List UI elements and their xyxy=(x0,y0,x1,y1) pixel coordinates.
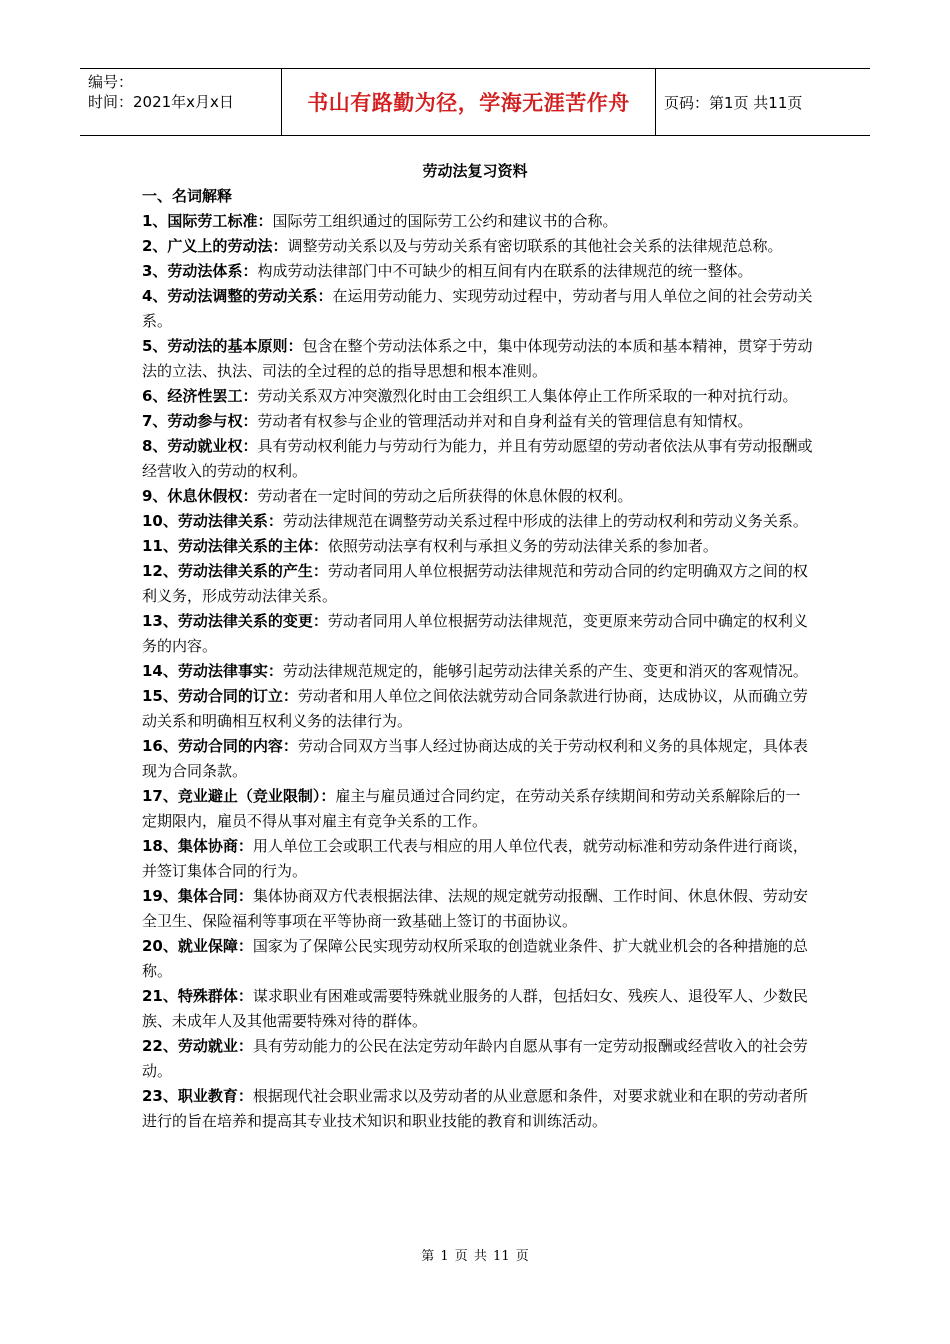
glossary-term: 20、就业保障： xyxy=(142,937,253,955)
glossary-definition: 雇主与雇员通过合同约定，在劳动关系存续期间和劳动关系解除后的一定期限内，雇员不得从事对雇主有竞争关系的工作。 xyxy=(142,787,801,830)
glossary-definition: 劳动合同双方当事人经过协商达成的关于劳动权利和义务的具体规定，具体表现为合同条款。 xyxy=(142,737,808,780)
glossary-entry xyxy=(142,684,814,734)
glossary-entry xyxy=(142,209,814,234)
glossary-definition: 劳动者同用人单位根据劳动法律规范和劳动合同的约定明确双方之间的权利义务，形成劳动法律关系。 xyxy=(142,562,808,605)
glossary-entry xyxy=(142,659,814,684)
glossary-definition: 劳动者和用人单位之间依法就劳动合同条款进行协商，达成协议，从而确立劳动关系和明确相互权利义务的法律行为。 xyxy=(142,687,808,730)
glossary-term: 3、劳动法体系： xyxy=(142,262,258,280)
glossary-entry xyxy=(142,434,814,484)
glossary-term: 18、集体协商： xyxy=(142,837,253,855)
glossary-definition: 调整劳动关系以及与劳动关系有密切联系的其他社会关系的法律规范总称。 xyxy=(287,237,783,255)
glossary-definition: 根据现代社会职业需求以及劳动者的从业意愿和条件，对要求就业和在职的劳动者所进行的旨在培养和提高其专业技术知识和职业技能的教育和训练活动。 xyxy=(142,1087,808,1130)
header-motto: 书山有路勤为径，学海无涯苦作舟 xyxy=(282,69,656,135)
glossary-definition: 在运用劳动能力、实现劳动过程中，劳动者与用人单位之间的社会劳动关系。 xyxy=(142,287,813,330)
glossary-entry xyxy=(142,334,814,384)
glossary-term: 16、劳动合同的内容： xyxy=(142,737,298,755)
document-number-label: 编号： xyxy=(88,73,134,91)
glossary-term: 23、职业教育： xyxy=(142,1087,253,1105)
glossary-term: 5、劳动法的基本原则： xyxy=(142,337,303,355)
glossary-term: 17、竞业避止（竞业限制）： xyxy=(142,787,336,805)
glossary-term: 10、劳动法律关系： xyxy=(142,512,283,530)
glossary-entry xyxy=(142,559,814,609)
glossary-definition: 劳动者同用人单位根据劳动法律规范，变更原来劳动合同中确定的权利义务的内容。 xyxy=(142,612,808,655)
glossary-entry xyxy=(142,234,814,259)
glossary-definition: 谋求职业有困难或需要特殊就业服务的人群，包括妇女、残疾人、退役军人、少数民族、未成年人及其他需要特殊对待的群体。 xyxy=(142,987,808,1030)
glossary-definition: 具有劳动能力的公民在法定劳动年龄内自愿从事有一定劳动报酬或经营收入的社会劳动。 xyxy=(142,1037,808,1080)
glossary-term: 13、劳动法律关系的变更： xyxy=(142,612,328,630)
glossary-definition: 用人单位工会或职工代表与相应的用人单位代表，就劳动标准和劳动条件进行商谈，并签订集体合同的行为。 xyxy=(142,837,808,880)
glossary-entry xyxy=(142,509,814,534)
document-title: 劳动法复习资料 xyxy=(422,162,528,180)
glossary-entry xyxy=(142,484,814,509)
glossary-definition: 劳动法律规范在调整劳动关系过程中形成的法律上的劳动权利和劳动义务关系。 xyxy=(282,512,808,530)
glossary-definition: 劳动者在一定时间的劳动之后所获得的休息休假的权利。 xyxy=(257,487,633,505)
glossary-definition: 劳动关系双方冲突激烈化时由工会组织工人集体停止工作所采取的一种对抗行动。 xyxy=(257,387,798,405)
glossary-term: 19、集体合同： xyxy=(142,887,253,905)
glossary-definition: 劳动者有权参与企业的管理活动并对和自身利益有关的管理信息有知情权。 xyxy=(257,412,753,430)
glossary-term: 7、劳动参与权： xyxy=(142,412,258,430)
glossary-term: 21、特殊群体： xyxy=(142,987,253,1005)
glossary-entry xyxy=(142,884,814,934)
glossary-term: 15、劳动合同的订立： xyxy=(142,687,298,705)
glossary-term: 8、劳动就业权： xyxy=(142,437,258,455)
glossary-entry xyxy=(142,284,814,334)
section-heading: 一、名词解释 xyxy=(142,187,233,205)
document-header-table xyxy=(80,68,870,136)
glossary-entry xyxy=(142,609,814,659)
glossary-entry xyxy=(142,534,814,559)
glossary-entry xyxy=(142,1084,814,1134)
glossary-entry xyxy=(142,934,814,984)
glossary-term: 4、劳动法调整的劳动关系： xyxy=(142,287,333,305)
glossary-entry xyxy=(142,384,814,409)
glossary-definition: 集体协商双方代表根据法律、法规的规定就劳动报酬、工作时间、休息休假、劳动安全卫生、保险福利等事项在平等协商一致基础上签订的书面协议。 xyxy=(142,887,808,930)
glossary-list xyxy=(142,209,814,1134)
glossary-term: 11、劳动法律关系的主体： xyxy=(142,537,328,555)
header-meta-cell xyxy=(80,69,282,135)
glossary-entry xyxy=(142,409,814,434)
glossary-definition: 国家为了保障公民实现劳动权所采取的创造就业条件、扩大就业机会的各种措施的总称。 xyxy=(142,937,808,980)
glossary-entry xyxy=(142,259,814,284)
glossary-definition: 劳动法律规范规定的，能够引起劳动法律关系的产生、变更和消灭的客观情况。 xyxy=(282,662,808,680)
glossary-term: 12、劳动法律关系的产生： xyxy=(142,562,328,580)
glossary-term: 1、国际劳工标准： xyxy=(142,212,273,230)
document-time-label: 时间：2021年x月x日 xyxy=(88,93,234,111)
glossary-definition: 具有劳动权利能力与劳动行为能力，并且有劳动愿望的劳动者依法从事有劳动报酬或经营收入的劳动的权利。 xyxy=(142,437,813,480)
glossary-entry xyxy=(142,784,814,834)
glossary-term: 2、广义上的劳动法： xyxy=(142,237,288,255)
glossary-definition: 国际劳工组织通过的国际劳工公约和建议书的合称。 xyxy=(272,212,618,230)
glossary-entry xyxy=(142,984,814,1034)
glossary-entry xyxy=(142,1034,814,1084)
document-body xyxy=(142,184,814,1134)
glossary-term: 9、休息休假权： xyxy=(142,487,258,505)
glossary-definition: 构成劳动法律部门中不可缺少的相互间有内在联系的法律规范的统一整体。 xyxy=(257,262,753,280)
header-page-info: 页码：第1页 共11页 xyxy=(664,93,803,112)
glossary-entry xyxy=(142,834,814,884)
glossary-definition: 包含在整个劳动法体系之中，集中体现劳动法的本质和基本精神，贯穿于劳动法的立法、执法、司法的全过程的总的指导思想和根本准则。 xyxy=(142,337,813,380)
glossary-term: 6、经济性罢工： xyxy=(142,387,258,405)
page-footer: 第 1 页 共 11 页 xyxy=(421,1249,529,1264)
glossary-term: 22、劳动就业： xyxy=(142,1037,253,1055)
glossary-term: 14、劳动法律事实： xyxy=(142,662,283,680)
glossary-definition: 依照劳动法享有权利与承担义务的劳动法律关系的参加者。 xyxy=(327,537,718,555)
glossary-entry xyxy=(142,734,814,784)
